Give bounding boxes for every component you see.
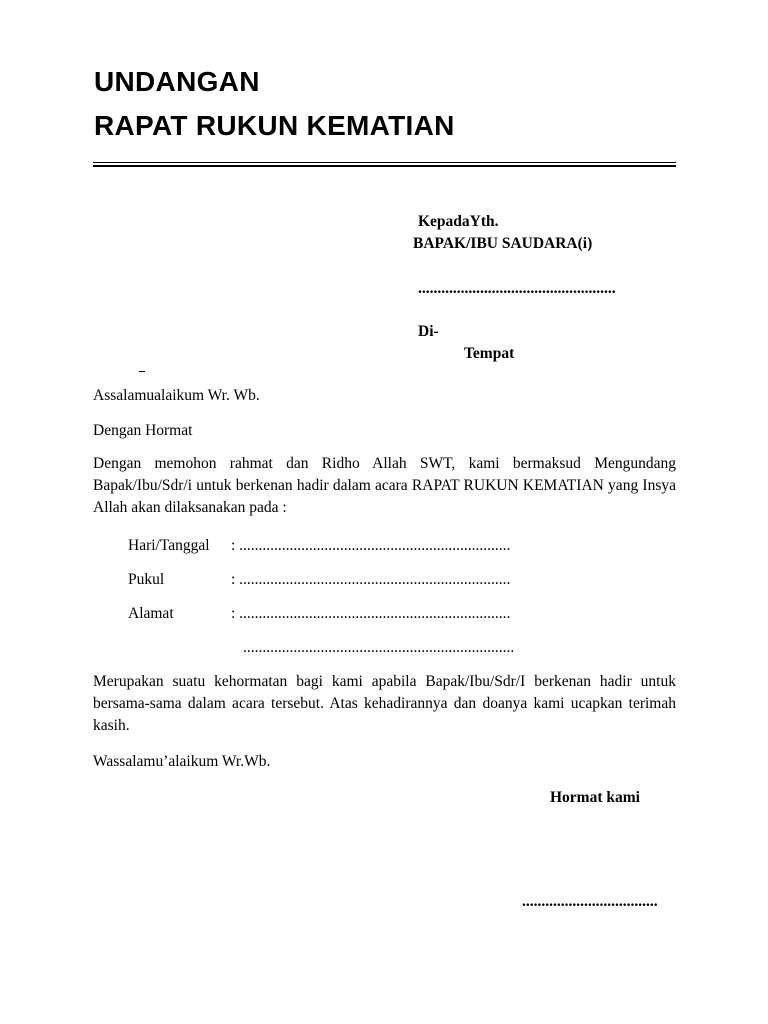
recipient-tempat: Tempat bbox=[464, 345, 515, 362]
intro-paragraph: Dengan memohon rahmat dan Ridho Allah SWT, kami bermaksud Mengundang Bapak/Ibu/Sdr/i untuk berkenan hadir dalam acara RAPAT RUKUN KEMATIAN yang Insya Allah akan dilaksanakan pada : bbox=[93, 455, 676, 516]
signature-label: Hormat kami bbox=[550, 789, 640, 806]
title-line-1: UNDANGAN bbox=[94, 66, 260, 97]
recipient-kepada: KepadaYth. bbox=[418, 213, 499, 230]
header-rule-thick bbox=[93, 165, 676, 167]
closing-paragraph: Merupakan suatu kehormatan bagi kami apabila Bapak/Ibu/Sdr/I berkenan hadir untuk bersama-sama dalam acara tersebut. Atas kehadirannya dan doanya kami ucapkan terimah kasih. bbox=[93, 673, 676, 734]
field-value-hari-tanggal: : ...................................................................... bbox=[231, 537, 511, 554]
field-label-hari-tanggal: Hari/Tanggal bbox=[128, 537, 210, 554]
salutation: Dengan Hormat bbox=[93, 422, 193, 439]
farewell: Wassalamu’alaikum Wr.Wb. bbox=[93, 753, 271, 770]
stray-dash bbox=[139, 371, 145, 372]
header-rule-thin bbox=[93, 162, 676, 163]
title-line-2: RAPAT RUKUN KEMATIAN bbox=[94, 110, 455, 141]
recipient-name: BAPAK/IBU SAUDARA(i) bbox=[413, 235, 593, 252]
greeting: Assalamualaikum Wr. Wb. bbox=[93, 387, 260, 404]
address-continuation: ...................................................................... bbox=[243, 639, 515, 656]
recipient-di: Di- bbox=[418, 323, 439, 340]
recipient-blank-line: ................................................... bbox=[418, 280, 616, 297]
signature-blank-line: ................................... bbox=[522, 893, 658, 910]
field-label-alamat: Alamat bbox=[128, 605, 174, 622]
field-label-pukul: Pukul bbox=[128, 571, 165, 588]
field-value-pukul: : ...................................................................... bbox=[231, 571, 511, 588]
field-value-alamat: : ...................................................................... bbox=[231, 605, 511, 622]
